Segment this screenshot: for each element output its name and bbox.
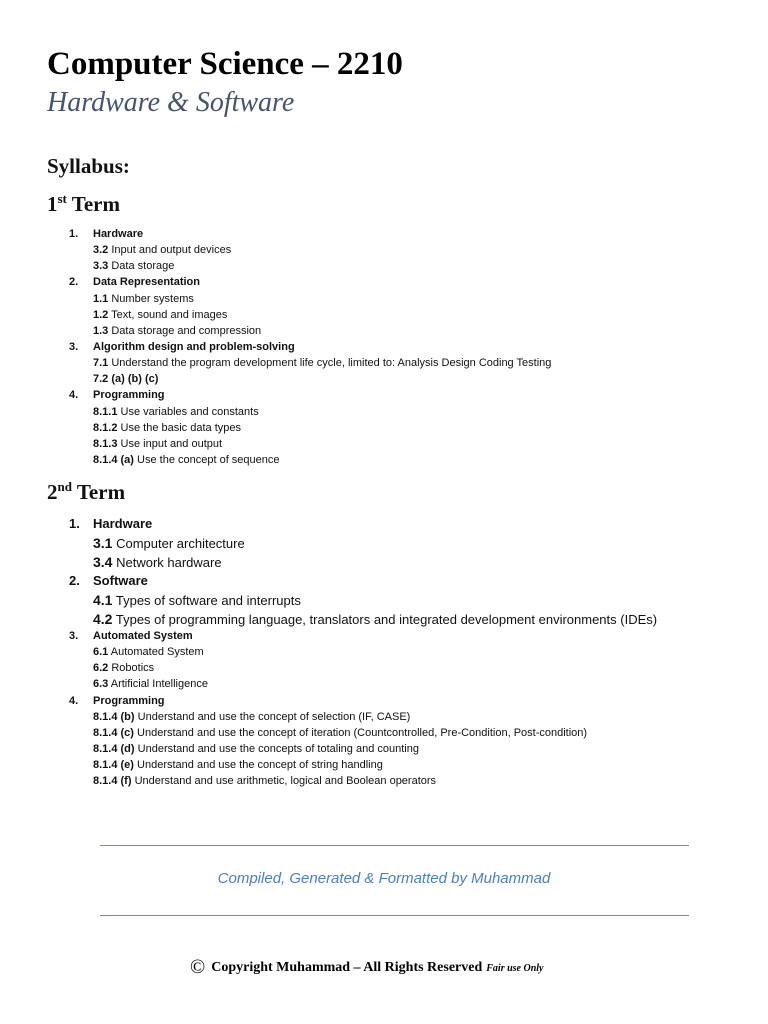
- item-code: 8.1.1: [93, 405, 118, 418]
- item-text: Understand and use the concept of string handling: [137, 759, 383, 771]
- term-1-heading: [47, 190, 120, 218]
- item-text: Use the concept of sequence: [137, 453, 280, 466]
- item-text: Understand and use the concepts of totaling and counting: [137, 742, 419, 755]
- item-text: Robotics: [111, 662, 155, 675]
- item-text: Use input and output: [120, 437, 223, 450]
- page-title: Computer Science – 2210: [47, 46, 403, 82]
- section-number: 2.: [69, 276, 79, 289]
- item-code: 8.1.4 (d): [93, 742, 135, 755]
- item-code: 6.3: [93, 678, 109, 691]
- syllabus-heading: Syllabus:: [47, 154, 130, 178]
- item-text: Automated System: [110, 646, 204, 659]
- page-subtitle: Hardware & Software: [47, 87, 295, 118]
- item-code: 4.1: [93, 592, 113, 608]
- item-text: Data storage and compression: [111, 324, 262, 337]
- item-text: Understand and use arithmetic, logical and Boolean operators: [134, 775, 437, 788]
- item-code: 8.1.4 (c): [93, 726, 134, 739]
- item-text: Number systems: [111, 292, 194, 305]
- section-number: 1.: [69, 228, 79, 240]
- item-code: 8.1.2: [93, 421, 118, 434]
- item-text: Understand the program development life cycle, limited to: Analysis Design Coding Testing: [111, 357, 552, 370]
- item-text: Computer architecture: [116, 536, 245, 551]
- item-code: 4.2: [93, 611, 113, 627]
- item-text: Understand and use the concept of selection (IF, CASE): [137, 710, 411, 723]
- item-code: 7.1: [93, 357, 109, 370]
- item-code: 8.1.4 (f): [93, 775, 132, 788]
- item-text: Types of programming language, translators and integrated development environments (IDEs): [115, 612, 658, 627]
- item-text: Network hardware: [116, 555, 222, 570]
- item-code: 3.2: [93, 244, 109, 257]
- footer-divider-bottom: [100, 915, 689, 916]
- section-title: Hardware: [93, 228, 144, 240]
- item-text: Data storage: [111, 260, 175, 273]
- section-number: 2.: [69, 573, 80, 588]
- term-2-label: Term: [76, 480, 126, 504]
- section-title: Software: [93, 573, 148, 588]
- copyright-text: Copyright Muhammad – All Rights Reserved: [211, 960, 483, 975]
- fair-use-note: Fair use Only: [486, 963, 544, 974]
- section-title: Algorithm design and problem-solving: [93, 340, 295, 353]
- section-title: Programming: [93, 694, 165, 707]
- item-code: 1.1: [93, 292, 109, 305]
- compiled-by-note: Compiled, Generated & Formatted by Muhammad: [217, 870, 551, 887]
- section-number: 3.: [69, 630, 79, 642]
- term-2-suffix: nd: [57, 479, 72, 494]
- item-code: 6.2: [93, 662, 109, 675]
- section-number: 3.: [69, 340, 79, 353]
- item-code: 8.1.4 (a): [93, 453, 134, 466]
- item-text: Input and output devices: [111, 244, 232, 257]
- item-text: Types of software and interrupts: [115, 593, 301, 608]
- item-text: Text, sound and images: [111, 308, 228, 321]
- item-code: 8.1.4 (b): [93, 710, 135, 723]
- section-title: Programming: [93, 389, 165, 402]
- footer-divider-top: [100, 845, 689, 846]
- copyright-line: [190, 956, 544, 979]
- item-code: 7.2 (a) (b) (c): [93, 373, 159, 386]
- term-1-number: 1: [47, 192, 58, 216]
- section-number: 4.: [69, 694, 79, 707]
- term-1-label: Term: [71, 192, 120, 216]
- item-code: 3.3: [93, 260, 109, 273]
- item-text: Understand and use the concept of iteration (Countcontrolled, Pre-Condition, Post-condition): [137, 726, 588, 739]
- item-text: Use variables and constants: [120, 405, 259, 418]
- term-2-number: 2: [47, 480, 58, 504]
- item-text: Use the basic data types: [120, 421, 241, 434]
- section-number: 4.: [69, 389, 79, 402]
- item-code: 3.4: [93, 554, 113, 570]
- section-number: 1.: [69, 516, 80, 531]
- section-title: Data Representation: [93, 276, 200, 289]
- copyright-icon: ©: [190, 956, 206, 978]
- term-1-suffix: st: [57, 191, 67, 206]
- item-text: Artificial Intelligence: [110, 678, 208, 691]
- item-code: 8.1.3: [93, 437, 118, 450]
- item-code: 3.1: [93, 535, 113, 551]
- section-title: Automated System: [93, 630, 193, 642]
- item-code: 6.1: [93, 646, 109, 659]
- item-code: 1.3: [93, 324, 109, 337]
- section-title: Hardware: [93, 516, 153, 531]
- item-code: 1.2: [93, 308, 109, 321]
- term-2-heading: [47, 478, 125, 506]
- item-code: 8.1.4 (e): [93, 759, 134, 771]
